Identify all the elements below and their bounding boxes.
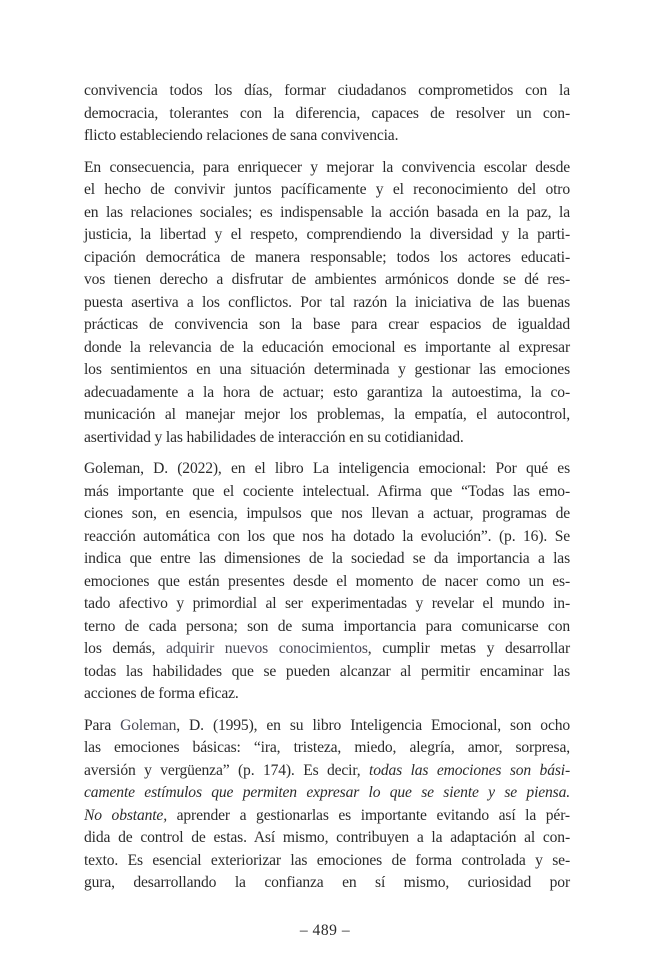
text-segment: , cumplir metas y desarrollar (367, 640, 570, 657)
text-segment: En consecuencia, para enriquecer y mejorar la convivencia escolar desde (84, 158, 570, 176)
text-segment: acciones de forma eficaz. (84, 685, 239, 702)
text-line (84, 715, 570, 738)
text-line (84, 404, 570, 427)
text-segment: aprender a gestionarlas es importante evitando así la pér- (166, 806, 570, 824)
text-line (84, 179, 570, 202)
text-line (84, 850, 570, 873)
text-segment: emociones que están presentes desde el momento de nacer como un es- (84, 572, 570, 590)
text-line (84, 593, 570, 616)
text-line (84, 503, 570, 526)
text-line (84, 638, 570, 661)
text-line (84, 571, 570, 594)
text-line (84, 481, 570, 504)
text-segment: convivencia todos los días, formar ciudadanos comprometidos con la (84, 82, 570, 99)
text-segment: adecuadamente a la hora de actuar; esto garantiza la autoestima, la co- (84, 383, 570, 401)
page-number: – 489 – (299, 922, 351, 939)
text-line (84, 683, 570, 706)
italic-text: No obstante, (84, 806, 167, 824)
italic-text: camente estímulos que permiten expresar lo que se siente y se piensa. (84, 784, 570, 801)
text-segment: las emociones básicas: “ira, tristeza, miedo, alegría, amor, sorpresa, (84, 739, 570, 756)
text-line (84, 337, 570, 360)
text-line (84, 382, 570, 405)
text-segment: municación al manejar mejor los problemas, la empatía, el autocontrol, (84, 406, 570, 423)
text-line (84, 661, 570, 684)
text-segment: tado afectivo y primordial al ser experimentadas y revelar el mundo in- (84, 595, 570, 612)
text-segment: asertividad y las habilidades de interacción en su cotidianidad. (84, 428, 464, 446)
paragraph (84, 157, 570, 450)
text-line (84, 872, 570, 895)
text-line (84, 827, 570, 850)
text-line (84, 224, 570, 247)
text-line (84, 247, 570, 270)
text-line (84, 80, 570, 103)
text-segment: flicto estableciendo relaciones de sana convivencia. (84, 127, 399, 144)
highlighted-text: Goleman (120, 716, 177, 734)
text-line (84, 103, 570, 126)
text-line (84, 458, 570, 481)
text-segment: terno de cada persona; son de suma importancia para comunicarse con (84, 617, 570, 635)
text-line (84, 202, 570, 225)
text-line (84, 737, 570, 760)
text-segment: dida de control de estas. Así mismo, contribuyen a la adaptación al con- (84, 829, 570, 846)
text-segment: vos tienen derecho a disfrutar de ambientes armónicos donde se dé res- (84, 271, 570, 288)
text-segment: Para (84, 716, 121, 734)
text-line (84, 157, 570, 180)
text-segment: , D. (1995), en su libro Inteligencia Emocional, son ocho (176, 716, 571, 734)
text-line (84, 616, 570, 639)
text-line (84, 526, 570, 549)
text-segment: los sentimientos en una situación determinada y gestionar las emociones (84, 361, 570, 378)
text-line (84, 760, 570, 783)
text-segment: todas las habilidades que se pueden alcanzar al permitir encaminar las (84, 662, 570, 680)
text-segment: prácticas de convivencia son la base para crear espacios de igualdad (84, 316, 570, 333)
text-segment: Goleman, D. (2022), en el libro La inteligencia emocional: Por qué es (84, 460, 570, 477)
text-segment: puesta asertiva a los conflictos. Por tal razón la iniciativa de las buenas (84, 293, 570, 311)
text-line (84, 125, 570, 148)
text-segment: indica que entre las dimensiones de la sociedad se da importancia a las (84, 550, 570, 567)
paragraph (84, 715, 570, 895)
paragraph (84, 458, 570, 706)
text-segment: aversión y vergüenza” (p. 174). Es decir, (84, 761, 370, 779)
text-line (84, 359, 570, 382)
text-line (84, 269, 570, 292)
text-segment: cipación democrática de manera responsable; todos los actores educati- (84, 248, 570, 266)
text-segment: en las relaciones sociales; es indispensable la acción basada en la paz, la (84, 203, 570, 221)
text-line (84, 805, 570, 828)
text-line (84, 292, 570, 315)
highlighted-text: adquirir nuevos conocimientos (165, 640, 368, 657)
text-segment: más importante que el cociente intelectual. Afirma que “Todas las emo- (84, 482, 570, 500)
paragraph (84, 80, 570, 148)
page-body (84, 80, 570, 904)
text-segment: gura, desarrollando la confianza en sí mismo, curiosidad por (84, 874, 570, 891)
text-segment: justicia, la libertad y el respeto, comprendiendo la diversidad y la parti- (84, 226, 570, 243)
text-segment: reacción automática con los que nos ha dotado la evolución”. (p. 16). Se (84, 527, 570, 545)
text-line (84, 314, 570, 337)
text-segment: ciones son, en esencia, impulsos que nos llevan a actuar, programas de (84, 505, 570, 522)
text-line (84, 782, 570, 805)
text-segment: texto. Es esencial exteriorizar las emociones de forma controlada y se- (84, 851, 570, 869)
italic-text: todas las emociones son bási- (369, 761, 570, 779)
text-segment: democracia, tolerantes con la diferencia, capaces de resolver un con- (84, 104, 570, 122)
text-line (84, 427, 570, 450)
text-segment: el hecho de convivir juntos pacíficamente y el reconocimiento del otro (84, 181, 570, 198)
text-line (84, 548, 570, 571)
text-segment: donde la relevancia de la educación emocional es importante al expresar (84, 338, 570, 356)
text-segment: los demás, (84, 640, 166, 657)
